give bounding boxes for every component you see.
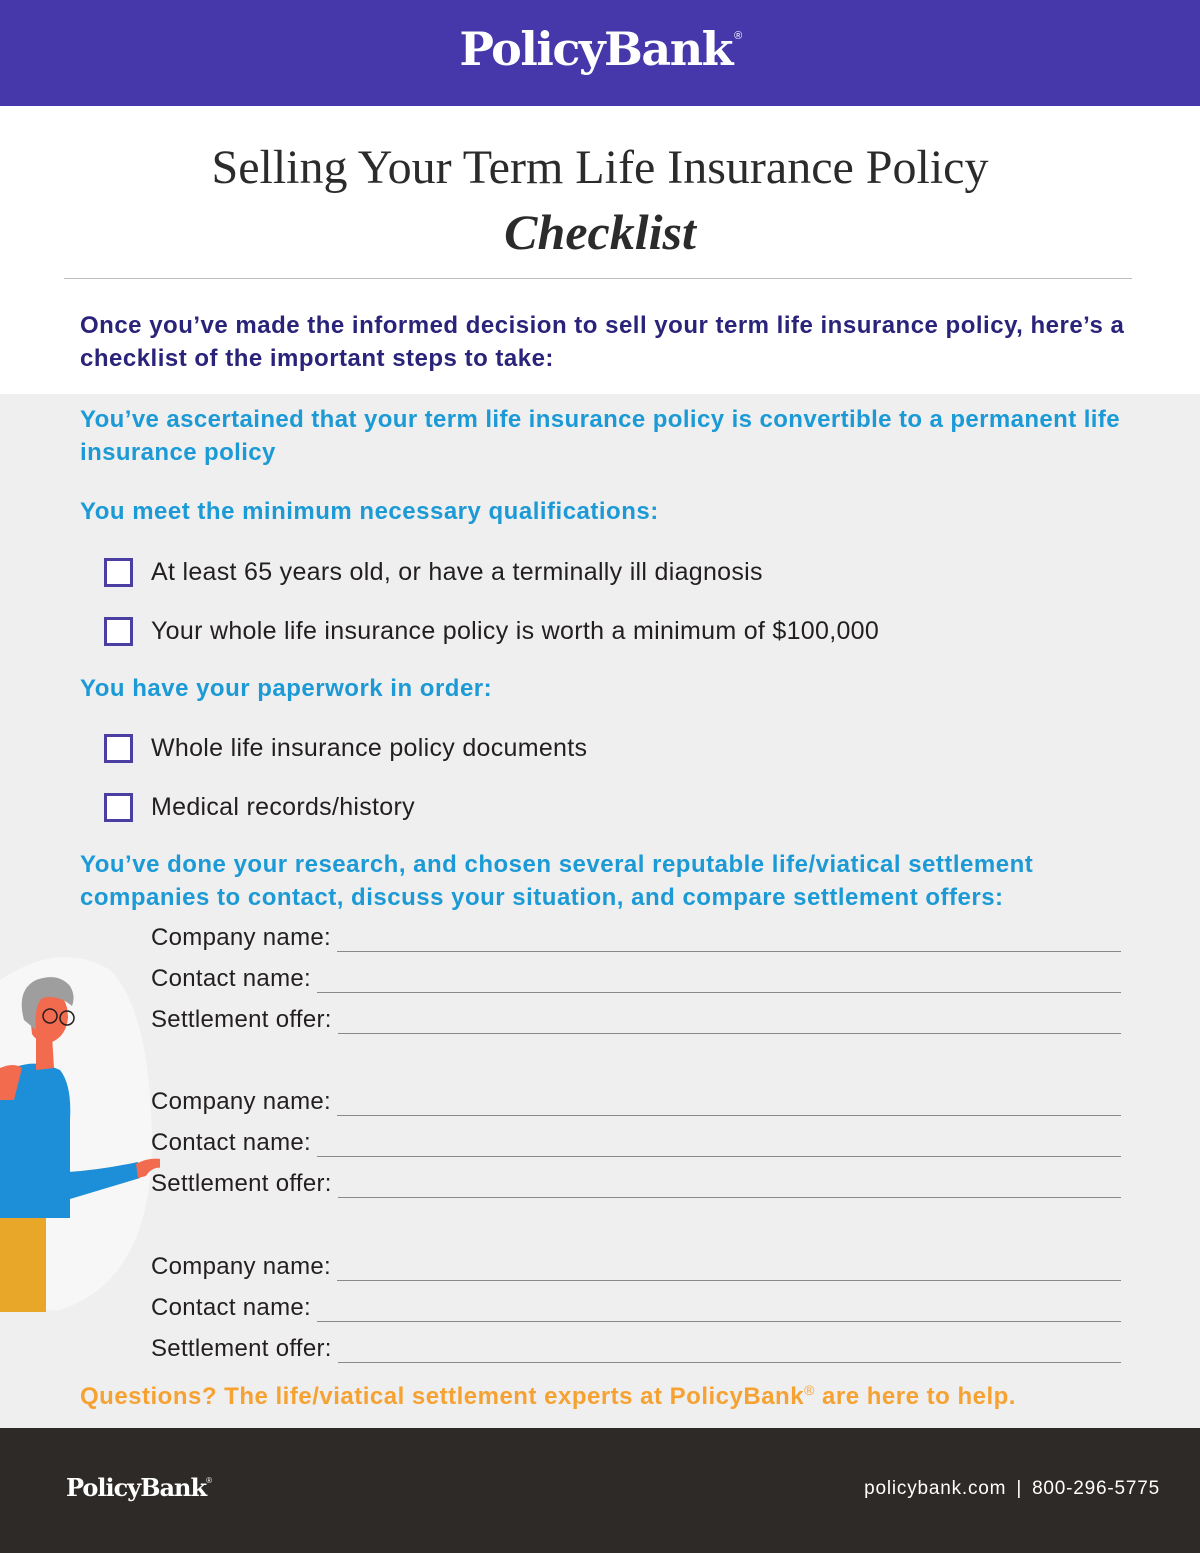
divider [64, 278, 1132, 279]
checkbox[interactable] [104, 558, 133, 587]
field-label: Settlement offer: [151, 1170, 332, 1197]
checklist-item-label: Medical records/history [151, 792, 415, 821]
footer-bar [0, 1428, 1200, 1553]
phone-link[interactable]: 800-296-5775 [1032, 1478, 1160, 1499]
field-label: Contact name: [151, 1129, 311, 1156]
footer-contact [864, 1478, 1160, 1500]
settlement-offer-blank[interactable] [338, 1008, 1121, 1034]
contact-name-field [151, 959, 1121, 993]
contact-name-field [151, 1288, 1121, 1322]
separator: | [1016, 1478, 1023, 1499]
contact-name-blank[interactable] [317, 967, 1121, 993]
company-name-field [151, 1247, 1121, 1281]
brand-logo[interactable]: PolicyBank ® [459, 22, 741, 76]
settlement-offer-field [151, 1000, 1121, 1034]
field-label: Settlement offer: [151, 1335, 332, 1362]
checkbox[interactable] [104, 734, 133, 763]
checkbox[interactable] [104, 617, 133, 646]
field-label: Settlement offer: [151, 1006, 332, 1033]
header-bar [0, 0, 1200, 106]
contact-name-blank[interactable] [317, 1131, 1121, 1157]
checklist-item-label: At least 65 years old, or have a terminally ill diagnosis [151, 557, 763, 586]
field-label: Contact name: [151, 1294, 311, 1321]
questions-callout: Questions? The life/viatical settlement experts at PolicyBank® are here to help. [80, 1382, 1016, 1410]
checklist-item [104, 557, 763, 587]
checklist-item [104, 733, 587, 763]
elderly-man-illustration [0, 950, 160, 1320]
settlement-offer-field [151, 1329, 1121, 1363]
company-name-field [151, 918, 1121, 952]
checklist-item-label: Your whole life insurance policy is worth a minimum of $100,000 [151, 616, 880, 645]
contact-name-field [151, 1123, 1121, 1157]
website-link[interactable]: policybank.com [864, 1478, 1007, 1499]
paperwork-heading: You have your paperwork in order: [80, 675, 493, 702]
settlement-offer-blank[interactable] [338, 1337, 1121, 1363]
company-name-field [151, 1082, 1121, 1116]
contact-name-blank[interactable] [317, 1296, 1121, 1322]
field-label: Contact name: [151, 965, 311, 992]
settlement-offer-field [151, 1164, 1121, 1198]
footer-logo[interactable]: PolicyBank® [66, 1473, 212, 1502]
field-label: Company name: [151, 1253, 331, 1280]
company-name-blank[interactable] [337, 1090, 1121, 1116]
qualifications-heading: You meet the minimum necessary qualifications: [80, 498, 659, 525]
checklist-item-label: Whole life insurance policy documents [151, 733, 588, 762]
intro-text: Once you’ve made the informed decision to sell your term life insurance policy, here’s a checklist of the important steps to take: [80, 312, 1125, 372]
pants-shape [0, 1218, 46, 1312]
field-label: Company name: [151, 1088, 331, 1115]
field-label: Company name: [151, 924, 331, 951]
convertible-heading: You’ve ascertained that your term life insurance policy is convertible to a permanent life insurance policy [80, 406, 1120, 466]
settlement-offer-blank[interactable] [338, 1172, 1121, 1198]
research-heading: You’ve done your research, and chosen several reputable life/viatical settlement companies to contact, discuss your situation, and compare settlement offers: [80, 851, 1034, 911]
checkbox[interactable] [104, 793, 133, 822]
company-name-blank[interactable] [337, 1255, 1121, 1281]
page-title: Selling Your Term Life Insurance Policy [211, 141, 989, 194]
checklist-item [104, 616, 879, 646]
company-name-blank[interactable] [337, 926, 1121, 952]
checklist-item [104, 792, 415, 822]
page-subtitle: Checklist [504, 204, 696, 260]
